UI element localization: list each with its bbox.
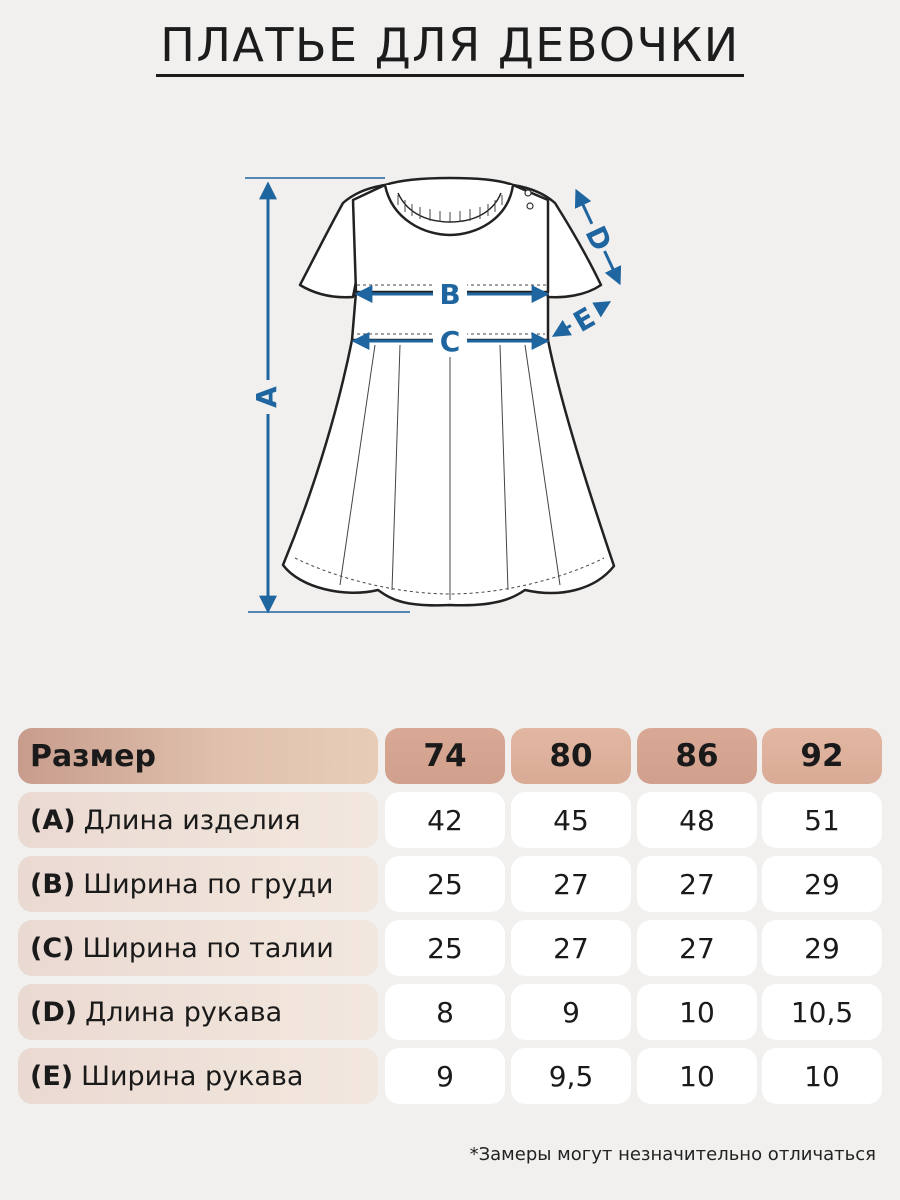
row-label: (E) Ширина рукава [18, 1048, 378, 1104]
table-cell: 27 [511, 920, 631, 976]
dimension-d-label: D [578, 220, 619, 256]
table-cell: 27 [637, 856, 757, 912]
table-cell: 29 [762, 856, 882, 912]
table-cell: 10,5 [762, 984, 882, 1040]
table-cell: 27 [511, 856, 631, 912]
table-cell: 25 [385, 920, 505, 976]
table-cell: 25 [385, 856, 505, 912]
dimension-c-label: C [439, 325, 461, 358]
dress-skirt [283, 340, 614, 605]
table-cell: 9 [385, 1048, 505, 1104]
row-label: (B) Ширина по груди [18, 856, 378, 912]
dimension-e-label: E [567, 300, 601, 339]
row-label: (A) Длина изделия [18, 792, 378, 848]
table-cell: 9,5 [511, 1048, 631, 1104]
table-cell: 51 [762, 792, 882, 848]
table-cell: 10 [637, 1048, 757, 1104]
row-label: (D) Длина рукава [18, 984, 378, 1040]
table-cell: 45 [511, 792, 631, 848]
dress-outline [283, 178, 614, 605]
table-cell: 9 [511, 984, 631, 1040]
table-cell: 29 [762, 920, 882, 976]
table-header-row [18, 728, 882, 784]
header-label: Размер [18, 728, 378, 784]
size-86-header: 86 [637, 728, 757, 784]
dimension-b-label: B [439, 278, 461, 311]
table-row [18, 792, 882, 848]
table-row [18, 856, 882, 912]
table-cell: 48 [637, 792, 757, 848]
table-cell: 8 [385, 984, 505, 1040]
table-cell: 27 [637, 920, 757, 976]
size-74-header: 74 [385, 728, 505, 784]
table-row [18, 984, 882, 1040]
page-title: ПЛАТЬЕ ДЛЯ ДЕВОЧКИ [0, 18, 900, 72]
measurement-footnote: *Замеры могут незначительно отличаться [469, 1144, 876, 1165]
row-label: (C) Ширина по талии [18, 920, 378, 976]
size-92-header: 92 [762, 728, 882, 784]
table-cell: 42 [385, 792, 505, 848]
table-row [18, 920, 882, 976]
table-cell: 10 [762, 1048, 882, 1104]
size-80-header: 80 [511, 728, 631, 784]
table-row [18, 1048, 882, 1104]
dimension-a-label: A [250, 386, 283, 408]
table-cell: 10 [637, 984, 757, 1040]
